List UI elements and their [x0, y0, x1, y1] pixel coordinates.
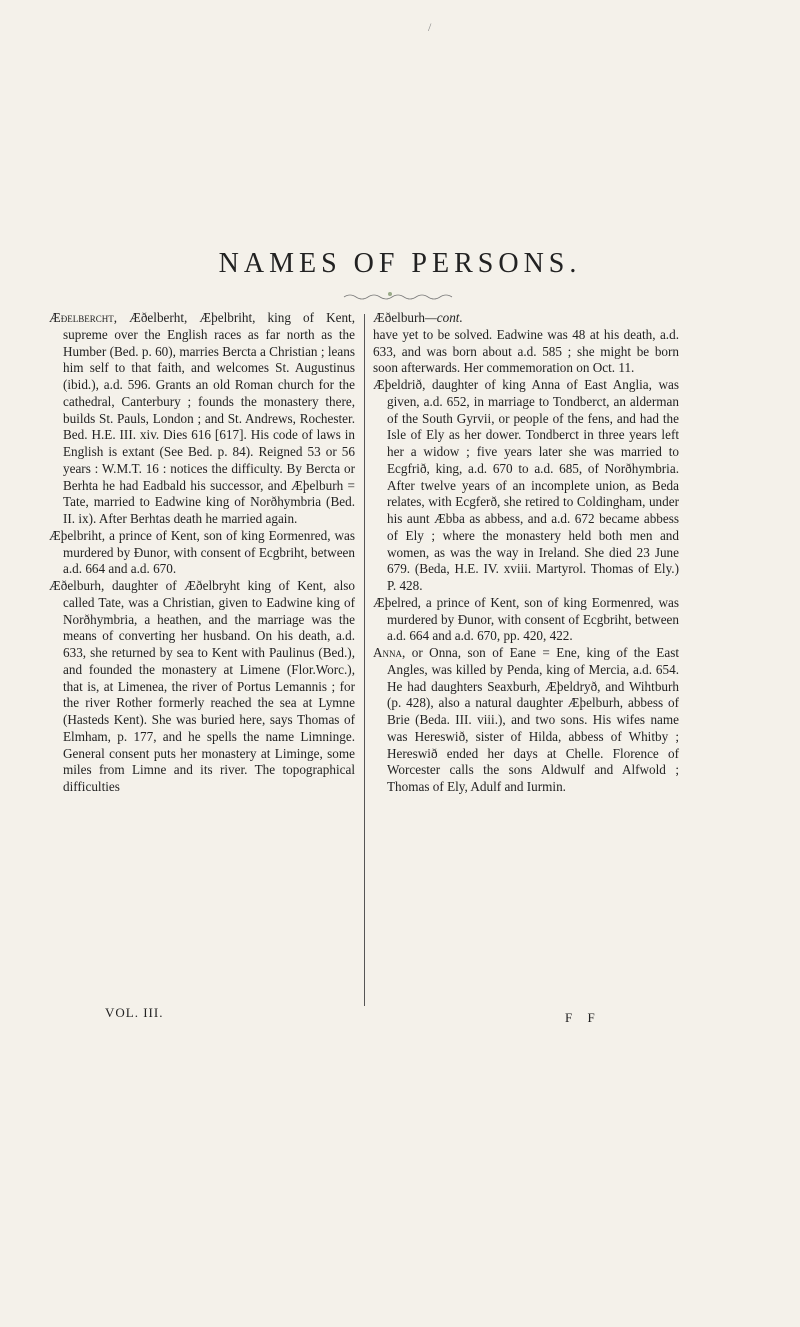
- entry-head: Æþelbriht,: [49, 527, 106, 543]
- entry-text: daughter of king Anna of East Anglia, was given, a.d. 652, in marriage to Tondberct, an alderman of the South Gyrvii, or people of the fens, and had the Isle of Ely as her dower. Tondberct in three years left her a widow ; five years later she was married to Ecgfrið, king, a.d. 670 to a.d. 685, of Norðhymbria. After twelve years of an incomplete union, as Beda relates, with Ecgferð, she retired to Coldingham, under his aunt Æbba as abbess, and a.d. 672 became abbess of Ely ; where the monastery held both men and women, as was the way in Ireland. She died 23 June 679. (Beda, H.E. IV. xviii. Martyrol. Thomas of Ely.) P. 428.: [387, 377, 679, 593]
- entry-head: Æðelburh,: [49, 578, 105, 593]
- page-mark: /: [428, 20, 432, 34]
- entry-text: Æðelberht, Æþelbriht, king of Kent, supreme over the English races as far north as the Humber (Bed. p. 60), marries Bercta a Christian ; leans him self to that faith, and welcomes St. Augustinus (ibid.), a.d. 596. Grants an old Roman church for the cathedral, Canterbury ; founds the monastery there, builds St. Pauls, London ; and St. Andrews, Rochester. Bed. H.E. III. xiv. Dies 616 [617]. His code of laws in English is extant (See Bed. p. 84). Reigned 53 or 56 years : W.M.T. 16 : notices the difficulty. By Bercta or Berhta he had Eadbald his successor, and Æþelburh = Tate, married to Eadwine king of Norðhymbria (Bed. II. ix). After Berhtas death he married again.: [63, 310, 356, 526]
- entry-head: Æðelbercht,: [49, 310, 118, 325]
- entry-aethelred: [373, 595, 679, 645]
- entry-aethelbercht: [49, 310, 355, 528]
- entry-aethelbriht: [49, 528, 355, 578]
- cont-label: —cont.: [425, 310, 463, 325]
- entry-text: or Onna, son of Eane = Ene, king of the East Angles, was killed by Penda, king of Mercia, a.d. 654. He had daughters Seaxburh, Æþeldryð, and Wihtburh (p. 428), also a natural daughter Æþelburh, abbess of Brie (Beda. III. viii.), and two sons. His wifes name was Hereswið, sister of Hilda, abbess of Whitby ; Hereswið ended her days at Chelle. Florence of Worcester calls the sons Aldwulf and Alfwold ; Thomas of Ely, Adulf and Iurmin.: [387, 645, 680, 794]
- entry-text: have yet to be solved. Eadwine was 48 at his death, a.d. 633, and was born about a.d. 585 ; she might be born soon afterwards. Her commemoration on Oct. 11.: [373, 326, 679, 376]
- entry-head: Æðelburh: [373, 310, 426, 325]
- entry-aethelburh-cont: [373, 310, 679, 327]
- left-column: [49, 310, 355, 796]
- signature-mark: F F: [565, 1010, 601, 1025]
- heading-flourish: [342, 292, 458, 302]
- entry-aetheldrith: [373, 377, 679, 595]
- entry-head: Æþeldrið,: [373, 377, 426, 392]
- entry-text: a prince of Kent, son of king Eormenred, was murdered by Ðunor, with consent of Ecgbriht, between a.d. 664 and a.d. 670, pp. 420, 422.: [387, 594, 679, 644]
- page-heading: NAMES OF PERSONS.: [218, 248, 582, 279]
- right-column: [373, 310, 679, 796]
- entry-aethelburh: [49, 578, 355, 796]
- entry-anna: [373, 645, 679, 796]
- column-divider: [364, 314, 365, 1006]
- entry-head: Anna,: [373, 645, 406, 660]
- volume-footer: VOL. III.: [105, 1005, 164, 1020]
- entry-head: Æþelred,: [373, 594, 421, 610]
- entry-text: daughter of Æðelbryht king of Kent, also called Tate, was a Christian, given to Eadwine king of Norðhymbria, a heathen, and the marriage was the means of converting her husband. On his death, a.d. 633, she returned by sea to Kent with Paulinus (Bed.), and founded the monastery at Limene (Flor.Worc.), that is, at Limenea, the river of Portus Lemannis ; for the river Rother formerly reached the sea at Lymne (Hasteds Kent). She was buried here, says Thomas of Elmham, p. 177, and he spells the name Limninge. General consent puts her monastery at Liminge, some miles from Limne and its river. The topographical difficulties: [63, 578, 356, 794]
- entry-text: a prince of Kent, son of king Eormenred, was murdered by Ðunor, with consent of Ecgbriht, between a.d. 664 and a.d. 670.: [63, 527, 356, 577]
